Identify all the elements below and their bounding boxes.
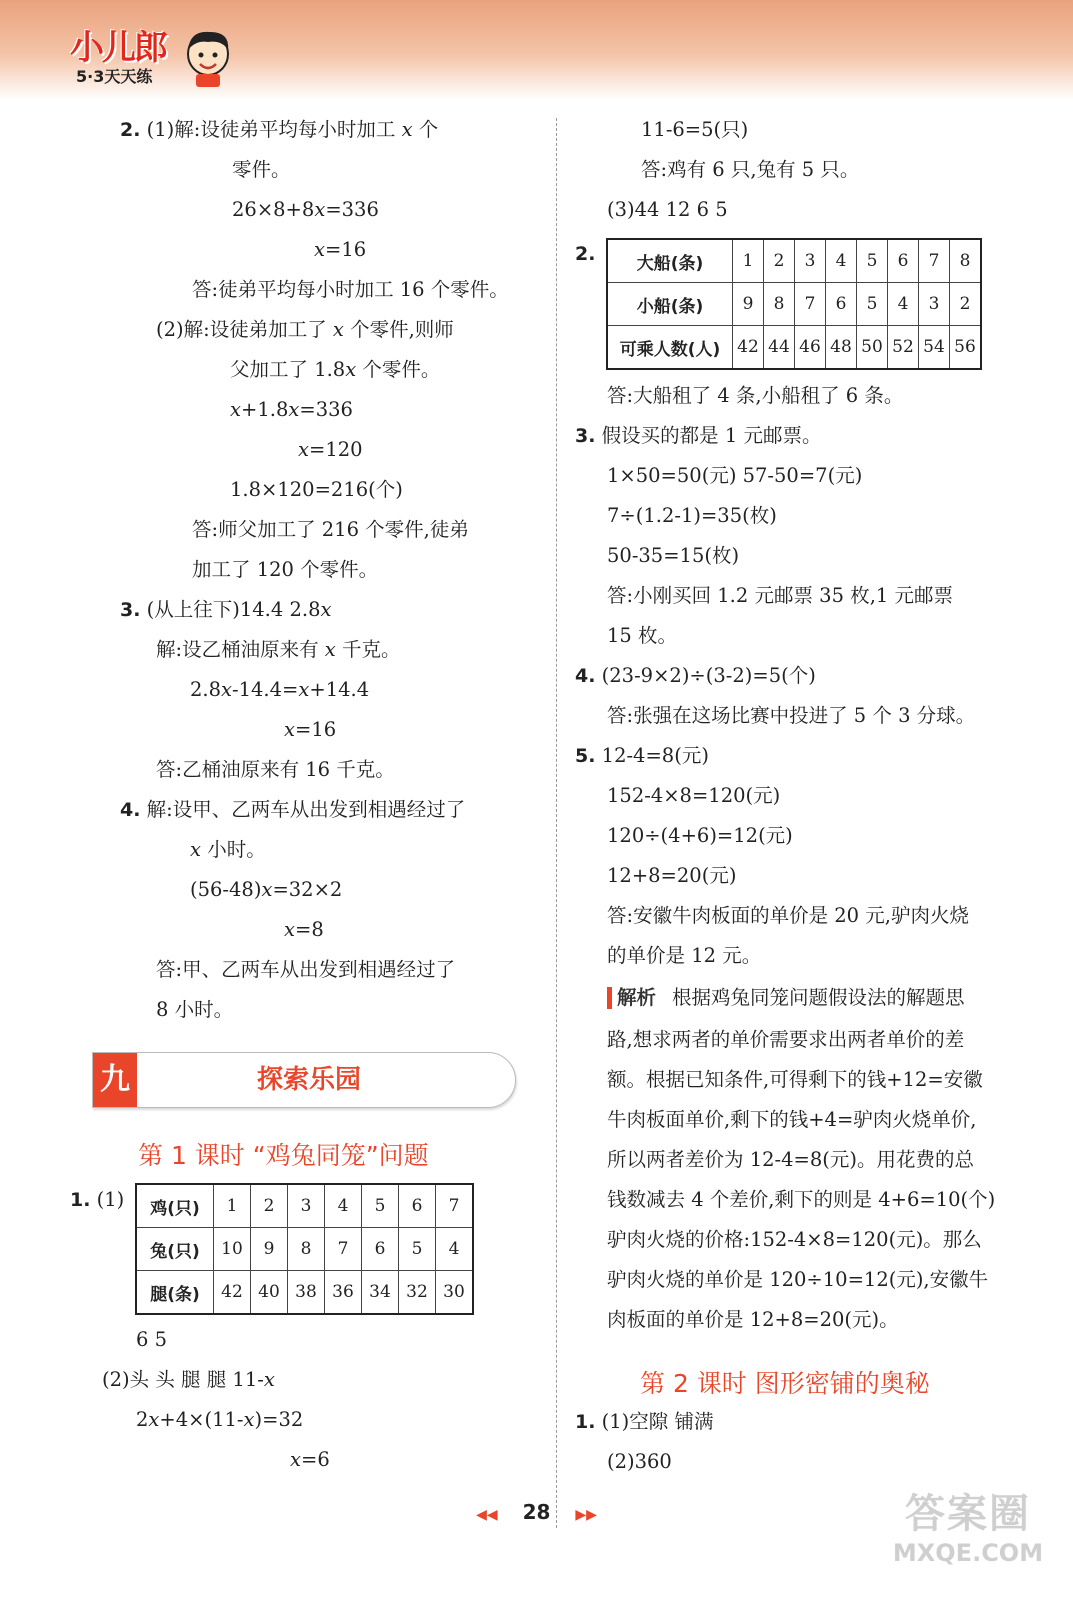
- text: 根据鸡兔同笼问题假设法的解题思: [672, 986, 965, 1009]
- text: +1.8: [241, 398, 289, 421]
- table-cell: 42: [733, 326, 764, 370]
- text-line: [230, 350, 440, 390]
- text: =336: [325, 198, 379, 221]
- text: =16: [325, 238, 367, 261]
- analysis-line: [607, 978, 965, 1018]
- table-cell: 2: [950, 283, 982, 326]
- text: 个零件。: [362, 358, 441, 381]
- table-row: [607, 283, 981, 326]
- analysis-line: 额。根据已知条件,可得剩下的钱+12=安徽: [607, 1068, 983, 1091]
- answer-line: 加工了 120 个零件。: [192, 558, 379, 581]
- analysis-line: 钱数减去 4 个差价,剩下的则是 4+6=10(个): [607, 1188, 996, 1211]
- equation-line: [284, 710, 336, 750]
- q3-line1: [575, 416, 821, 456]
- text: 2.8: [190, 678, 222, 701]
- variable: x: [332, 318, 344, 341]
- text: 父加工了 1.8: [230, 358, 346, 381]
- row-header: 小船(条): [607, 283, 733, 326]
- equation-line: [190, 870, 342, 910]
- question-number: 5.: [575, 745, 596, 767]
- watermark-title: 答案圈: [905, 1491, 1031, 1537]
- table-cell: 5: [399, 1228, 436, 1271]
- boat-rental-table: [606, 238, 982, 370]
- analysis-line: 所以两者差价为 12-4=8(元)。用花费的总: [607, 1148, 974, 1171]
- variable: x: [190, 838, 201, 861]
- question-number: 2.: [575, 243, 596, 265]
- answer-line: 答:大船租了 4 条,小船租了 6 条。: [607, 384, 904, 407]
- lesson-1-heading: 第 1 课时 “鸡兔同笼”问题: [138, 1141, 429, 1170]
- text: =8: [295, 918, 324, 941]
- variable: x: [320, 598, 332, 621]
- question-number: [575, 234, 595, 274]
- equation-line: 1.8×120=216(个): [230, 478, 403, 501]
- variable: x: [148, 1408, 160, 1431]
- text: (56-48): [190, 878, 262, 901]
- answer-line: 答:甲、乙两车从出发到相遇经过了: [156, 958, 456, 981]
- variable: x: [345, 358, 357, 381]
- answer-line: 答:张强在这场比赛中投进了 5 个 3 分球。: [607, 704, 976, 727]
- text: +4×(11-: [159, 1408, 244, 1431]
- table-cell: 4: [325, 1184, 362, 1228]
- table-cell: 2: [251, 1184, 288, 1228]
- answer-line: 8 小时。: [156, 998, 234, 1021]
- table-row: [607, 239, 981, 283]
- variable: x: [290, 1448, 301, 1471]
- text: =6: [301, 1448, 330, 1471]
- equation-line: [230, 390, 353, 430]
- question-number: 3.: [120, 599, 141, 621]
- table-cell: 5: [362, 1184, 399, 1228]
- equation-line: 12+8=20(元): [607, 864, 737, 887]
- text: +14.4: [309, 678, 370, 701]
- analysis-line: 路,想求两者的单价需要求出两者单价的差: [607, 1028, 965, 1051]
- table-cell: 46: [795, 326, 826, 370]
- variable: x: [324, 638, 336, 661]
- text: (2)头 头 腿 腿 11-: [102, 1368, 264, 1391]
- question-number: 1.: [70, 1189, 91, 1211]
- variable: x: [261, 878, 273, 901]
- answer-line: 答:师父加工了 216 个零件,徒弟: [192, 518, 469, 541]
- answer-line: 的单价是 12 元。: [607, 944, 762, 967]
- text: (1)解:设徒弟平均每小时加工: [146, 118, 396, 141]
- table-cell: 3: [288, 1184, 325, 1228]
- table-cell: 6: [826, 283, 857, 326]
- table-row: [136, 1271, 473, 1315]
- text-line: [190, 830, 266, 870]
- table-cell: 8: [764, 283, 795, 326]
- watermark-url: MXQE.COM: [892, 1539, 1044, 1567]
- q5-line1: [575, 736, 709, 776]
- table-cell: 4: [826, 239, 857, 283]
- equation-line: 50-35=15(枚): [607, 544, 740, 567]
- row-header: 鸡(只): [136, 1184, 214, 1228]
- table-row: [136, 1184, 473, 1228]
- answer-line: 15 枚。: [607, 624, 678, 647]
- column-divider: [556, 118, 557, 1528]
- text: 解:设甲、乙两车从出发到相遇经过了: [146, 798, 466, 821]
- table-cell: 10: [214, 1228, 251, 1271]
- table-cell: 4: [436, 1228, 474, 1271]
- table-cell: 56: [950, 326, 982, 370]
- table-cell: 34: [362, 1271, 399, 1315]
- equation-line: [232, 190, 379, 230]
- table-cell: 6: [888, 239, 919, 283]
- text: )=32: [254, 1408, 304, 1431]
- text: 解:设乙桶油原来有: [156, 638, 319, 661]
- text: (1): [96, 1188, 125, 1211]
- text: -14.4=: [232, 678, 299, 701]
- table-cell: 30: [436, 1271, 474, 1315]
- lesson-2-heading: 第 2 课时 图形密铺的奥秘: [640, 1369, 930, 1398]
- analysis-tag: 解析: [607, 987, 656, 1009]
- answer-line: 答:安徽牛肉板面的单价是 20 元,驴肉火烧: [607, 904, 969, 927]
- table-cell: 3: [795, 239, 826, 283]
- table-cell: 40: [251, 1271, 288, 1315]
- text: =32×2: [272, 878, 343, 901]
- row-header: 大船(条): [607, 239, 733, 283]
- answer-line: (3)44 12 6 5: [607, 198, 728, 221]
- variable: x: [230, 398, 241, 421]
- table-cell: 32: [399, 1271, 436, 1315]
- table-cell: 8: [288, 1228, 325, 1271]
- table-cell: 54: [919, 326, 950, 370]
- table-cell: 5: [857, 283, 888, 326]
- text: =120: [309, 438, 363, 461]
- text: 个零件,则师: [350, 318, 454, 341]
- q4-line1: [120, 790, 465, 830]
- table-cell: 1: [214, 1184, 251, 1228]
- question-number: 1.: [575, 1411, 596, 1433]
- row-header: 兔(只): [136, 1228, 214, 1271]
- table-cell: 7: [436, 1184, 474, 1228]
- answer-line: (2)360: [607, 1450, 672, 1473]
- table-cell: 4: [888, 283, 919, 326]
- text: 12-4=8(元): [601, 744, 709, 767]
- table-cell: 7: [325, 1228, 362, 1271]
- chapter-title: 探索乐园: [256, 1065, 361, 1095]
- equation-line: 1×50=50(元) 57-50=7(元): [607, 464, 863, 487]
- text: 假设买的都是 1 元邮票。: [601, 424, 822, 447]
- answer-line: 答:小刚买回 1.2 元邮票 35 枚,1 元邮票: [607, 584, 953, 607]
- table-row: [136, 1228, 473, 1271]
- row-header: 可乘人数(人): [607, 326, 733, 370]
- table-cell: 2: [764, 239, 795, 283]
- watermark: [878, 1490, 1058, 1590]
- question-number: 4.: [120, 799, 141, 821]
- answer-line: 答:徒弟平均每小时加工 16 个零件。: [192, 278, 509, 301]
- table-cell: 52: [888, 326, 919, 370]
- text-line: [102, 1360, 275, 1400]
- q1-line1: [575, 1402, 713, 1442]
- text: (23-9×2)÷(3-2)=5(个): [601, 664, 816, 687]
- variable: x: [288, 398, 300, 421]
- table-cell: 9: [251, 1228, 288, 1271]
- table-cell: 38: [288, 1271, 325, 1315]
- variable: x: [314, 198, 326, 221]
- text: 小时。: [207, 838, 266, 861]
- text: 2: [136, 1408, 149, 1431]
- answer-line: 答:鸡有 6 只,兔有 5 只。: [641, 158, 860, 181]
- table-cell: 48: [826, 326, 857, 370]
- chicken-rabbit-table: [135, 1183, 474, 1315]
- variable: x: [284, 718, 295, 741]
- table-cell: 50: [857, 326, 888, 370]
- text-line: [156, 630, 401, 670]
- table-cell: 6: [362, 1228, 399, 1271]
- analysis-line: 驴肉火烧的单价是 120÷10=12(元),安徽牛: [607, 1268, 989, 1291]
- equation-line: 7÷(1.2-1)=35(枚): [607, 504, 777, 527]
- table-cell: 44: [764, 326, 795, 370]
- equation-line: [290, 1440, 330, 1480]
- table-cell: 7: [795, 283, 826, 326]
- table-cell: 5: [857, 239, 888, 283]
- variable: x: [284, 918, 295, 941]
- variable: x: [263, 1368, 275, 1391]
- text-line: 零件。: [232, 158, 291, 181]
- row-header: 腿(条): [136, 1271, 214, 1315]
- q2-part1-line1: [120, 110, 438, 150]
- text: 26×8+8: [232, 198, 315, 221]
- equation-line: [190, 670, 369, 710]
- variable: x: [401, 118, 413, 141]
- table-row: [607, 326, 981, 370]
- answer-line: 答:乙桶油原来有 16 千克。: [156, 758, 395, 781]
- analysis-line: 肉板面的单价是 12+8=20(元)。: [607, 1308, 899, 1331]
- question-number: 3.: [575, 425, 596, 447]
- text: 个: [418, 118, 439, 141]
- table-cell: 3: [919, 283, 950, 326]
- q2-part2-line1: [156, 310, 454, 350]
- answer-line: 6 5: [136, 1328, 168, 1351]
- analysis-line: 牛肉板面单价,剩下的钱+4=驴肉火烧单价,: [607, 1108, 977, 1131]
- table-cell: 6: [399, 1184, 436, 1228]
- text: (1)空隙 铺满: [601, 1410, 714, 1433]
- chapter-number: 九: [93, 1053, 137, 1107]
- q3-line1: [120, 590, 332, 630]
- table-cell: 9: [733, 283, 764, 326]
- text: (从上往下)14.4 2.8: [146, 598, 321, 621]
- page-number: 28: [522, 1500, 551, 1524]
- equation-line: 120÷(4+6)=12(元): [607, 824, 793, 847]
- equation-line: [298, 430, 363, 470]
- logo-text: 小儿郎: [70, 28, 166, 68]
- text: =16: [295, 718, 337, 741]
- logo-subtitle: 5·3天天练: [76, 67, 153, 86]
- question-number: 4.: [575, 665, 596, 687]
- variable: x: [314, 238, 325, 261]
- variable: x: [221, 678, 233, 701]
- analysis-line: 驴肉火烧的价格:152-4×8=120(元)。那么: [607, 1228, 982, 1251]
- variable: x: [243, 1408, 255, 1431]
- table-cell: 7: [919, 239, 950, 283]
- variable: x: [298, 678, 310, 701]
- text: (2)解:设徒弟加工了: [156, 318, 327, 341]
- next-arrows-icon: ▶▶: [575, 1507, 597, 1523]
- brand-logo: [70, 20, 230, 92]
- question-number: 2.: [120, 119, 141, 141]
- chapter-banner: [92, 1052, 516, 1108]
- prev-arrows-icon: ◀◀: [476, 1507, 498, 1523]
- equation-line: 152-4×8=120(元): [607, 784, 781, 807]
- table-cell: 1: [733, 239, 764, 283]
- table-cell: 42: [214, 1271, 251, 1315]
- equation-line: [284, 910, 324, 950]
- table-cell: 36: [325, 1271, 362, 1315]
- q4-line1: [575, 656, 816, 696]
- mascot-icon: [178, 26, 238, 88]
- text: 千克。: [341, 638, 401, 661]
- table-cell: 8: [950, 239, 982, 283]
- equation-line: [136, 1400, 303, 1440]
- variable: x: [298, 438, 309, 461]
- text: =336: [299, 398, 353, 421]
- equation-line: 11-6=5(只): [641, 118, 749, 141]
- equation-line: [314, 230, 366, 270]
